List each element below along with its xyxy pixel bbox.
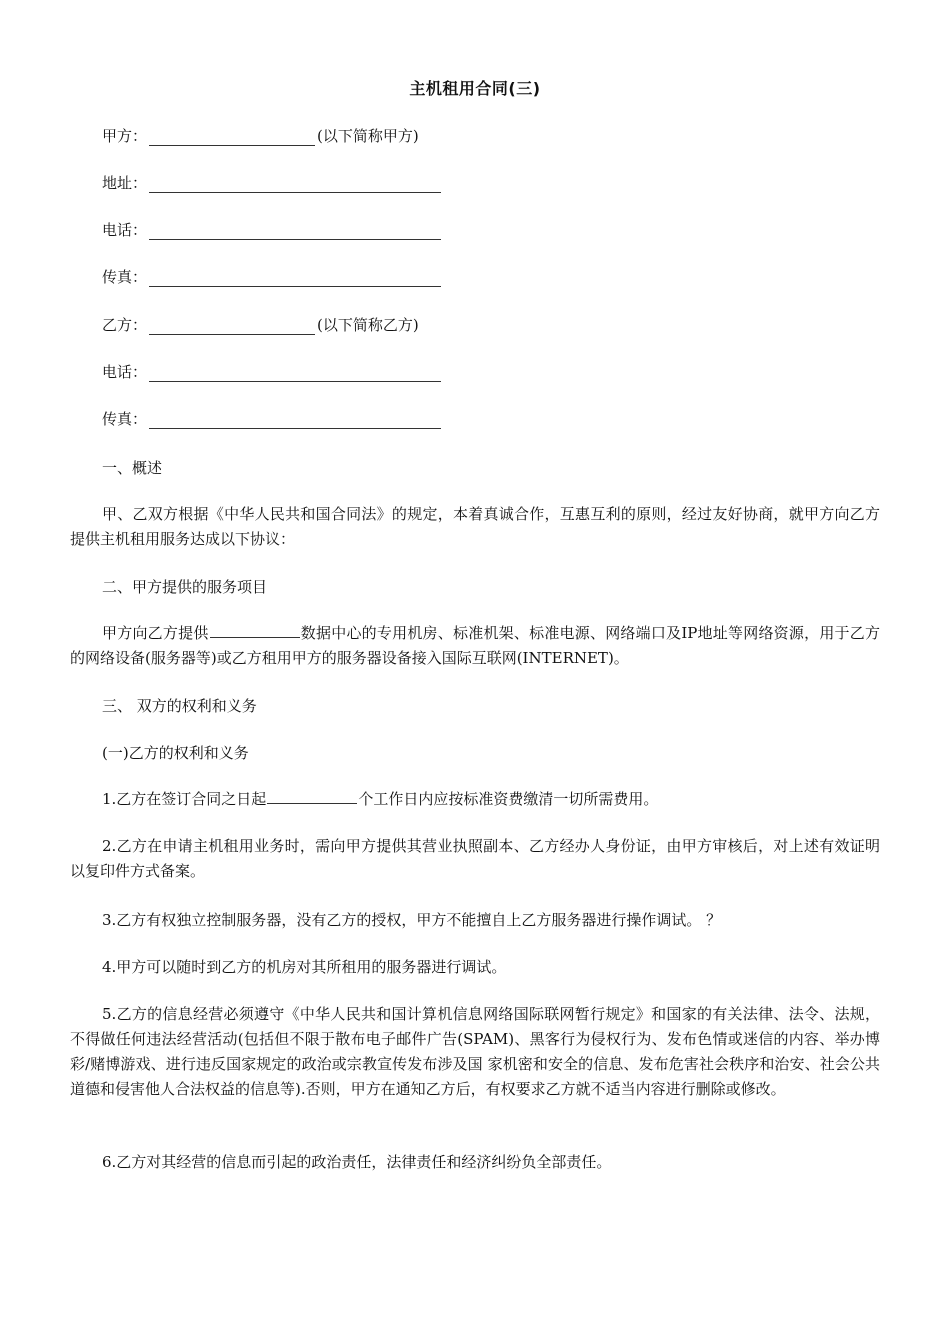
item-5: 5.乙方的信息经营必须遵守《中华人民共和国计算机信息网络国际联网暂行规定》和国家的有关法律、法令、法规，不得做任何违法经营活动(包括但不限于散布电子邮件广告(SPAM)、黑客行为侵权行为、发布色情或迷信的内容、举办博彩/赌博游戏、进行违反国家规定的政治或宗教宣传发布涉及国 家机密和安全的信息、发布危害社会秩序和治安、社会公共道德和侵害他人合法权益的信息等).否则，甲方在通知乙方后，有权要求乙方就不适当内容进行删除或修改。 — [70, 1005, 880, 1098]
party-a-field — [102, 124, 419, 146]
section-2-text-before: 甲方向乙方提供 — [102, 624, 209, 642]
item-2: 2.乙方在申请主机租用业务时，需向甲方提供其营业执照副本、乙方经办人身份证，由甲方审核后，对上述有效证明以复印件方式备案。 — [70, 837, 880, 880]
phone-a-field — [102, 218, 443, 240]
party-b-suffix: (以下简称乙方) — [317, 316, 419, 334]
party-a-blank[interactable] — [149, 129, 315, 146]
address-label: 地址： — [102, 174, 148, 192]
phone-b-field — [102, 360, 443, 382]
item-1-after: 个工作日内应按标准资费缴清一切所需费用。 — [358, 790, 659, 808]
section-2-text — [70, 621, 880, 671]
party-a-suffix: (以下简称甲方) — [317, 127, 419, 145]
document-title: 主机租用合同(三) — [409, 79, 541, 98]
section-1-heading: 一、概述 — [102, 459, 163, 477]
section-2-heading: 二、甲方提供的服务项目 — [102, 578, 268, 596]
fax-b-label: 传真： — [102, 410, 148, 428]
address-blank[interactable] — [149, 176, 441, 193]
section-3-subheading: (一)乙方的权利和义务 — [102, 744, 249, 762]
party-b-label: 乙方： — [102, 316, 148, 334]
fax-a-blank[interactable] — [149, 270, 441, 287]
item-1-before: 1.乙方在签订合同之日起 — [102, 790, 267, 808]
fax-a-label: 传真： — [102, 268, 148, 286]
data-center-blank[interactable] — [210, 623, 300, 638]
item-4: 4.甲方可以随时到乙方的机房对其所租用的服务器进行调试。 — [102, 958, 507, 976]
workdays-blank[interactable] — [267, 789, 357, 804]
fax-b-blank[interactable] — [149, 412, 441, 429]
phone-a-blank[interactable] — [149, 223, 441, 240]
item-3: 3.乙方有权独立控制服务器，没有乙方的授权，甲方不能擅自上乙方服务器进行操作调试。 ？ — [102, 911, 722, 929]
party-a-label: 甲方： — [102, 127, 148, 145]
phone-b-label: 电话： — [102, 363, 148, 381]
section-2-text-after: 数据中心的专用机房、标准机架、标准电源、网络端口及IP地址等网络资源，用于乙方的网络设备(服务器等)或乙方租用甲方的服务器设备接入国际互联网(INTERNET)。 — [70, 624, 880, 667]
party-b-field — [102, 313, 419, 335]
fax-b-field — [102, 407, 443, 429]
phone-a-label: 电话： — [102, 221, 148, 239]
item-6: 6.乙方对其经营的信息而引起的政治责任，法律责任和经济纠纷负全部责任。 — [102, 1153, 612, 1171]
phone-b-blank[interactable] — [149, 365, 441, 382]
item-1 — [70, 787, 880, 812]
address-field — [102, 171, 443, 193]
section-1-text: 甲、乙双方根据《中华人民共和国合同法》的规定，本着真诚合作，互惠互利的原则，经过友好协商，就甲方向乙方提供主机租用服务达成以下协议： — [70, 505, 880, 548]
fax-a-field — [102, 265, 443, 287]
party-b-blank[interactable] — [149, 318, 315, 335]
section-3-heading: 三、 双方的权利和义务 — [102, 697, 257, 715]
